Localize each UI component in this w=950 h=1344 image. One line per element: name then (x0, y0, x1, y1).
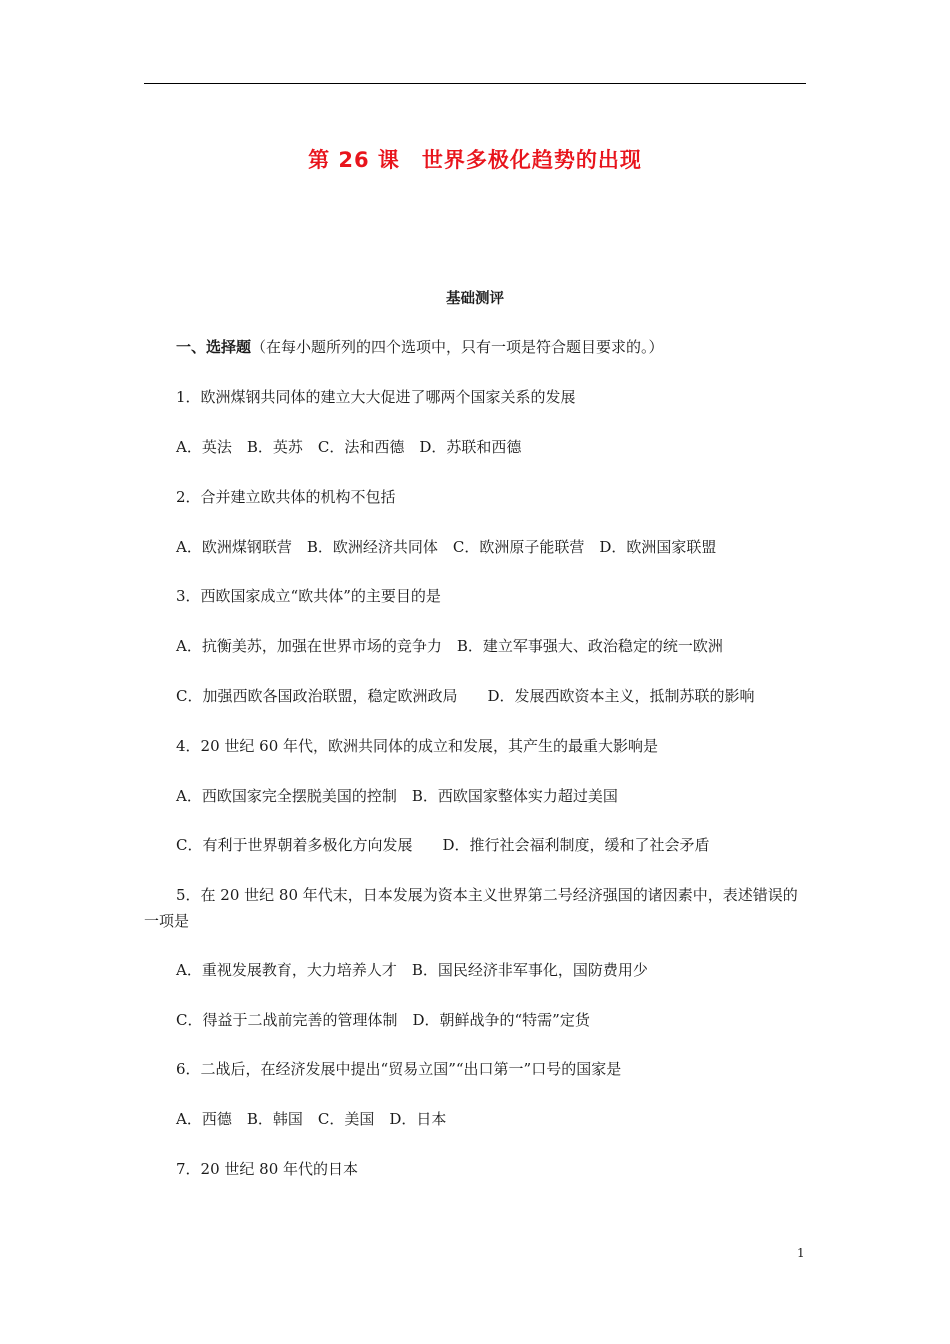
part-heading: 一、选择题 (176, 338, 252, 356)
question-1-options: A．英法 B．英苏 C．法和西德 D．苏联和西德 (176, 438, 522, 456)
part-note: （在每小题所列的四个选项中，只有一项是符合题目要求的。） (251, 338, 664, 356)
question-2-options: A．欧洲煤钢联营 B．欧洲经济共同体 C．欧洲原子能联营 D．欧洲国家联盟 (176, 538, 717, 556)
question-5: 5．在 20 世纪 80 年代末，日本发展为资本主义世界第二号经济强国的诸因素中，表述错误的一项是 (144, 886, 798, 930)
question-3-options-cd: C．加强西欧各国政治联盟，稳定欧洲政局 D．发展西欧资本主义，抵制苏联的影响 (176, 687, 755, 705)
question-7: 7．20 世纪 80 年代的日本 (176, 1160, 359, 1178)
question-6-options: A．西德 B．韩国 C．美国 D．日本 (176, 1110, 447, 1128)
question-6: 6．二战后，在经济发展中提出“贸易立国”“出口第一”口号的国家是 (176, 1060, 622, 1078)
question-4-options-ab: A．西欧国家完全摆脱美国的控制 B．西欧国家整体实力超过美国 (176, 787, 618, 805)
question-3-options-ab: A．抗衡美苏，加强在世界市场的竞争力 B．建立军事强大、政治稳定的统一欧洲 (176, 637, 723, 655)
header-rule (144, 83, 806, 84)
page-title: 第 26 课 世界多极化趋势的出现 (308, 148, 642, 172)
question-4-options-cd: C．有利于世界朝着多极化方向发展 D．推行社会福利制度，缓和了社会矛盾 (176, 836, 710, 854)
question-2: 2．合并建立欧共体的机构不包括 (176, 488, 396, 506)
question-1: 1．欧洲煤钢共同体的建立大大促进了哪两个国家关系的发展 (176, 388, 576, 406)
question-3: 3．西欧国家成立“欧共体”的主要目的是 (176, 587, 441, 605)
part-heading-line (176, 337, 664, 357)
question-5-options-cd: C．得益于二战前完善的管理体制 D．朝鲜战争的“特需”定货 (176, 1011, 590, 1029)
section-heading: 基础测评 (446, 291, 504, 307)
question-5-options-ab: A．重视发展教育，大力培养人才 B．国民经济非军事化，国防费用少 (176, 961, 648, 979)
question-4: 4．20 世纪 60 年代，欧洲共同体的成立和发展，其产生的最重大影响是 (176, 737, 659, 755)
page-number: 1 (797, 1246, 805, 1260)
